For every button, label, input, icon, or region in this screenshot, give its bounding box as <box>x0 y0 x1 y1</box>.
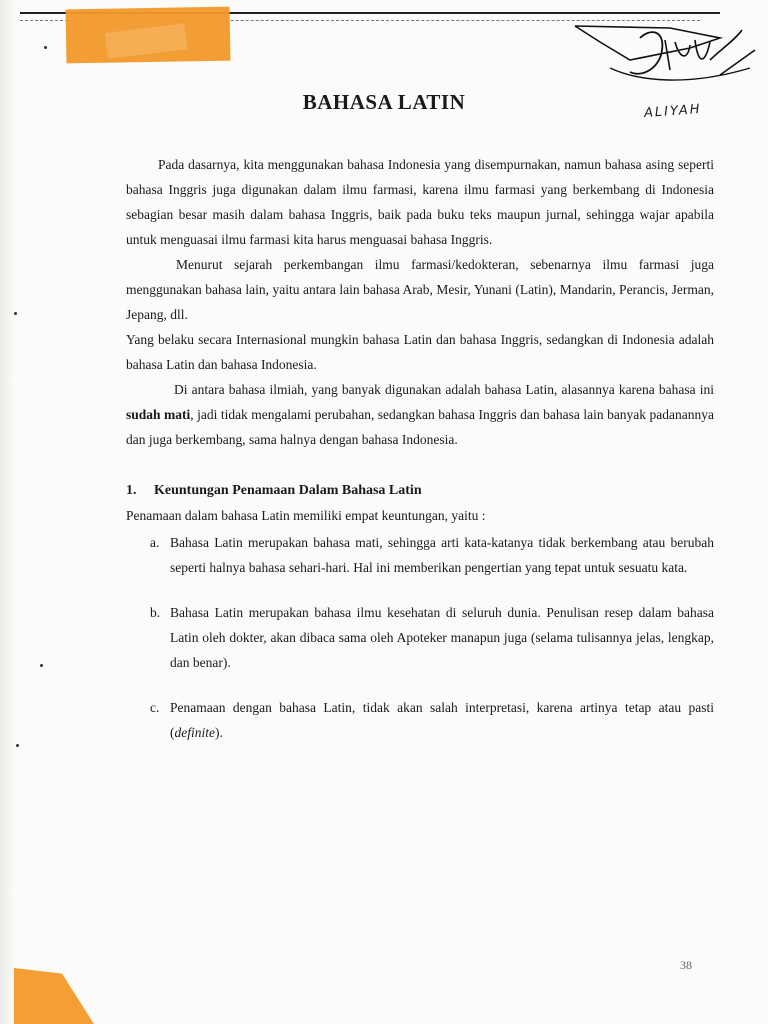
list-marker: a. <box>150 535 160 550</box>
list-marker: b. <box>150 605 161 620</box>
paragraph-4-text-b: , jadi tidak mengalami perubahan, sedangkan bahasa Inggris dan bahasa lain banyak padanannya dan juga berkembang, sama halnya dengan bahasa Indonesia. <box>126 407 714 447</box>
scan-speck <box>16 744 19 747</box>
scan-speck <box>40 664 43 667</box>
list-item <box>126 600 714 675</box>
section-heading-text: Keuntungan Penamaan Dalam Bahasa Latin <box>154 483 422 498</box>
orange-tape-bottom <box>14 968 94 1024</box>
list-item-text: Bahasa Latin merupakan bahasa ilmu kesehatan di seluruh dunia. Penulisan resep dalam bahasa Latin oleh dokter, akan dibaca sama oleh Apoteker manapun juga (selama tulisannya jelas, lengkap, dan benar). <box>170 605 714 670</box>
paragraph-4-text-a: Di antara bahasa ilmiah, yang banyak digunakan adalah bahasa Latin, alasannya karena bahasa ini <box>174 382 714 397</box>
handwritten-signature <box>570 20 760 100</box>
paragraph-1: Pada dasarnya, kita menggunakan bahasa Indonesia yang disempurnakan, namun bahasa asing seperti bahasa Inggris juga digunakan dalam ilmu farmasi, karena ilmu farmasi yang berkembang di Indonesia sebagian besar masih dalam bahasa Inggris, baik pada buku teks maupun jurnal, sehingga wajar apabila untuk menguasai ilmu farmasi kita harus menguasai bahasa Inggris. <box>126 157 714 247</box>
page-number: 38 <box>680 958 692 972</box>
document-body <box>126 152 714 765</box>
section-heading <box>126 478 714 503</box>
scan-speck <box>44 46 47 49</box>
list-item <box>126 530 714 580</box>
paragraph-3: Yang belaku secara Internasional mungkin bahasa Latin dan bahasa Inggris, sedangkan di Indonesia adalah bahasa Latin dan bahasa Indonesia. <box>126 332 714 372</box>
list-item-text-b: ). <box>215 725 223 740</box>
scan-shadow <box>0 0 14 1024</box>
paragraph-4 <box>126 377 714 452</box>
orange-tape-top <box>66 7 231 64</box>
list-marker: c. <box>150 700 160 715</box>
section-number: 1. <box>126 483 137 498</box>
section-intro: Penamaan dalam bahasa Latin memiliki empat keuntungan, yaitu : <box>126 508 486 523</box>
page-title: BAHASA LATIN <box>302 90 466 114</box>
signature-name: ALIYAH <box>643 102 703 121</box>
paragraph-2: Menurut sejarah perkembangan ilmu farmasi/kedokteran, sebenarnya ilmu farmasi juga menggunakan bahasa lain, yaitu antara lain bahasa Arab, Mesir, Yunani (Latin), Mandarin, Perancis, Jerman, Jepang, dll. <box>126 257 714 322</box>
list-item-text: Bahasa Latin merupakan bahasa mati, sehingga arti kata-katanya tidak berkembang atau berubah seperti halnya bahasa sehari-hari. Hal ini memberikan pengertian yang tepat untuk sesuatu kata. <box>170 535 714 575</box>
advantages-list <box>126 530 714 745</box>
list-item-text-a: Penamaan dengan bahasa Latin, tidak akan salah interpretasi, karena artinya tetap atau pasti ( <box>170 700 714 740</box>
paragraph-4-bold: sudah mati <box>126 407 191 422</box>
list-item <box>126 695 714 745</box>
scan-speck <box>14 312 17 315</box>
list-item-italic: definite <box>174 725 215 740</box>
